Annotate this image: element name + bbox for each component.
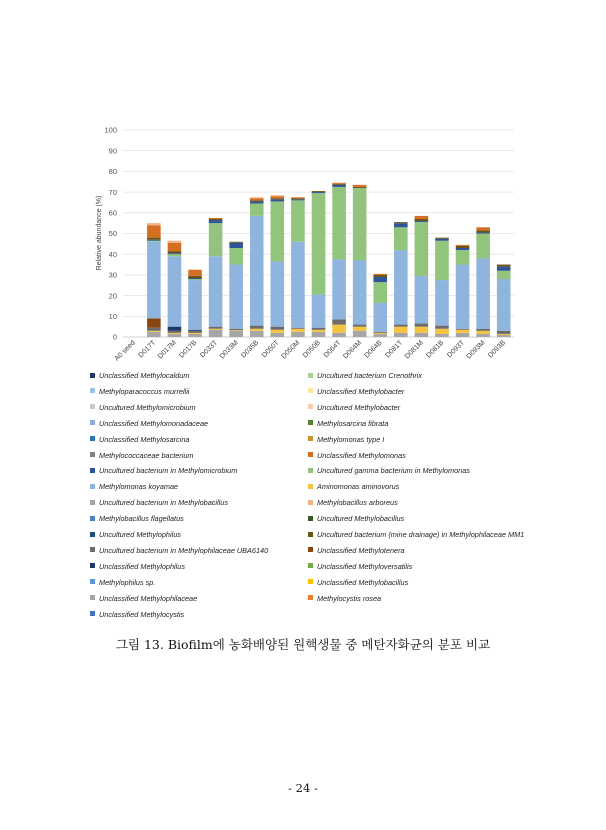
- legend-entry: [90, 419, 208, 429]
- bar-segment: [476, 329, 490, 331]
- bar-segment: [250, 216, 264, 326]
- legend-label: Methylobacillus flagellatus: [99, 514, 184, 524]
- bar-segment: [353, 331, 367, 337]
- bar-segment: [188, 280, 202, 330]
- bar-segment: [456, 333, 470, 337]
- bar-segment: [209, 219, 223, 220]
- legend-label: Uncultured Methylophilus: [99, 530, 181, 539]
- bar-segment: [435, 326, 449, 329]
- legend-entry: [90, 451, 194, 461]
- bar-segment: [188, 334, 202, 337]
- legend-swatch: [308, 547, 313, 552]
- legend-swatch: [308, 532, 313, 537]
- bar-segment: [271, 196, 285, 198]
- bar-segment: [188, 276, 202, 278]
- legend-label: Unclassified Methylomonas: [317, 450, 406, 460]
- y-tick-label: 60: [108, 208, 117, 218]
- bar-segment: [435, 329, 449, 334]
- bar-segment: [312, 193, 326, 294]
- legend-swatch: [308, 373, 313, 378]
- x-tick-label: D081T: [384, 339, 405, 360]
- bar-segment: [250, 331, 264, 337]
- bar-segment: [229, 331, 243, 337]
- x-tick-label: D064M: [342, 339, 364, 361]
- legend-swatch: [90, 484, 95, 489]
- bar-segment: [229, 265, 243, 329]
- bar-segment: [415, 276, 429, 324]
- bar-segment: [476, 234, 490, 259]
- bar-segment: [271, 261, 285, 326]
- bar-segment: [250, 197, 264, 198]
- legend-swatch: [90, 452, 95, 457]
- bar-segment: [147, 238, 161, 240]
- legend-entry: [308, 482, 399, 492]
- x-tick-label: D093B: [487, 339, 508, 360]
- legend-entry: [90, 466, 237, 476]
- legend-label: Uncultured bacterium Crenothrix: [317, 371, 423, 380]
- bar-segment: [209, 256, 223, 326]
- legend-label: Unclassified Methylotenera: [317, 545, 405, 555]
- x-tick-label: D050B: [301, 339, 322, 360]
- bar-segment: [271, 333, 285, 337]
- bar-segment: [312, 328, 326, 330]
- legend-swatch: [308, 388, 313, 393]
- bar-segment: [312, 295, 326, 328]
- bar-segment: [497, 334, 511, 335]
- legend-label: Methylophilus sp.: [99, 577, 156, 587]
- bar-segment: [312, 330, 326, 332]
- legend-entry: [90, 371, 189, 381]
- bar-segment: [476, 230, 490, 232]
- bar-segment: [229, 243, 243, 248]
- legend-swatch: [308, 484, 313, 489]
- legend-entry: [308, 466, 470, 476]
- bar-segment: [373, 334, 387, 337]
- bar-segment: [291, 242, 305, 328]
- bar-segment: [497, 265, 511, 267]
- legend-entry: [308, 498, 398, 508]
- legend-label: Uncultured Methylobacillus: [317, 514, 405, 524]
- bar-segment: [250, 198, 264, 200]
- legend-swatch: [90, 547, 95, 552]
- x-tick-label: D093T: [446, 339, 467, 360]
- y-tick-labels: [104, 126, 117, 342]
- bar-segment: [147, 331, 161, 332]
- legend-swatch: [90, 500, 95, 505]
- bar-segment: [456, 245, 470, 246]
- stacked-bar-chart: [0, 0, 606, 370]
- bar-segment: [209, 218, 223, 219]
- bar-segment: [373, 282, 387, 303]
- bar-segment: [168, 243, 182, 251]
- bar-segment: [353, 260, 367, 324]
- y-tick-label: 90: [108, 146, 117, 156]
- legend-swatch: [90, 595, 95, 600]
- bar-segment: [435, 280, 449, 326]
- legend-swatch: [308, 500, 313, 505]
- y-tick-label: 100: [104, 125, 117, 135]
- bar-segment: [332, 185, 346, 187]
- bar-segment: [209, 329, 223, 330]
- bar-segment: [456, 250, 470, 264]
- legend-label: Methyloparacoccus murrellii: [99, 386, 190, 396]
- bar-segment: [415, 333, 429, 337]
- legend-label: Uncultured Methylobacter: [317, 402, 401, 412]
- bar-segment: [497, 271, 511, 279]
- bar-segment: [291, 332, 305, 337]
- bar-segment: [476, 334, 490, 337]
- bar-segment: [312, 332, 326, 337]
- bar-segment: [394, 222, 408, 223]
- bar-segment: [435, 238, 449, 239]
- bar-segment: [291, 328, 305, 329]
- legend-label: Methylomonas koyamae: [99, 482, 179, 492]
- bar-segment: [188, 333, 202, 334]
- legend-label: Uncultured gamma bacterium in Methylomonas: [317, 466, 470, 476]
- x-tick-labels: [114, 339, 508, 363]
- bar-segment: [271, 330, 285, 333]
- bar-segment: [373, 277, 387, 282]
- legend-entry: [90, 610, 184, 620]
- legend-entry: [90, 482, 178, 492]
- bar-segment: [147, 332, 161, 337]
- x-tick-label: A0 seed: [113, 339, 137, 363]
- page-number: - 24 -: [288, 781, 318, 795]
- bar-segment: [271, 195, 285, 196]
- bar-segment: [373, 274, 387, 275]
- bar-segment: [271, 327, 285, 330]
- y-tick-label: 10: [108, 312, 117, 321]
- legend-swatch: [308, 436, 313, 441]
- legend-swatch: [90, 611, 95, 616]
- legend-label: Methylobacillus arboreus: [317, 498, 398, 508]
- y-tick-label: 80: [108, 167, 117, 177]
- x-tick-label: D050M: [280, 339, 302, 361]
- bar-segment: [147, 223, 161, 225]
- legend-entry: [90, 498, 228, 508]
- bar-segment: [188, 331, 202, 333]
- legend-label: Unclassified Methylophilaceae: [99, 593, 198, 603]
- bars: [147, 183, 510, 337]
- bar-segment: [415, 324, 429, 327]
- bar-segment: [312, 192, 326, 193]
- bar-segment: [415, 327, 429, 333]
- bar-segment: [250, 203, 264, 215]
- bar-segment: [373, 275, 387, 277]
- bar-segment: [476, 232, 490, 233]
- legend-label: Uncultured Methylomicrobium: [99, 402, 196, 412]
- legend-swatch: [90, 579, 95, 584]
- legend-label: Unclassified Methylocaldum: [99, 371, 190, 380]
- legend-entry: [308, 451, 406, 461]
- bar-segment: [168, 331, 182, 333]
- bar-segment: [188, 270, 202, 276]
- bar-segment: [209, 330, 223, 337]
- bar-segment: [312, 191, 326, 192]
- bar-segment: [353, 325, 367, 327]
- bar-segment: [332, 183, 346, 184]
- bar-segment: [168, 327, 182, 331]
- bar-segment: [332, 325, 346, 333]
- legend-label: Methylococcaceae bacterium: [99, 450, 194, 460]
- y-tick-label: 50: [108, 229, 117, 239]
- bar-segment: [229, 242, 243, 243]
- bar-segment: [188, 279, 202, 280]
- bar-segment: [291, 199, 305, 200]
- legend-label: Methylosarcina fibrata: [317, 418, 389, 428]
- legend-entry: [308, 403, 400, 413]
- legend-swatch: [90, 373, 95, 378]
- bar-segment: [332, 333, 346, 337]
- legend-entry: [308, 546, 405, 556]
- bar-segment: [435, 334, 449, 337]
- bar-segment: [147, 318, 161, 327]
- bar-segment: [456, 265, 470, 329]
- legend-entry: [90, 546, 268, 556]
- bar-segment: [168, 333, 182, 334]
- bar-segment: [291, 197, 305, 198]
- legend-entry: [308, 562, 412, 572]
- legend-entry: [308, 578, 408, 588]
- legend-swatch: [90, 404, 95, 409]
- bar-segment: [168, 334, 182, 337]
- bar-segment: [415, 221, 429, 222]
- legend-entry: [90, 530, 181, 540]
- bar-segment: [415, 216, 429, 219]
- bar-segment: [229, 329, 243, 330]
- y-tick-label: 70: [108, 187, 117, 197]
- legend-label: Unclassified Methylophilus: [99, 561, 185, 571]
- figure-caption: 그림 13. Biofilm에 농화배양된 원핵생물 중 메탄자화균의 분포 비교: [115, 637, 491, 652]
- bar-segment: [394, 250, 408, 325]
- legend-entry: [90, 435, 189, 445]
- bar-segment: [497, 331, 511, 334]
- legend-swatch: [308, 404, 313, 409]
- x-tick-label: D033M: [218, 339, 240, 361]
- bar-segment: [394, 327, 408, 333]
- legend-label: Uncultured bacterium (mine drainage) in Methylophilaceae MM1: [317, 530, 525, 539]
- bar-segment: [229, 330, 243, 331]
- legend-swatch: [90, 532, 95, 537]
- y-axis-label: Relative abundance (%): [96, 195, 103, 271]
- legend-swatch: [90, 436, 95, 441]
- x-tick-label: D093M: [465, 339, 487, 361]
- bar-segment: [497, 279, 511, 331]
- x-tick-label: D017M: [156, 339, 178, 361]
- legend-entry: [308, 514, 404, 524]
- bar-segment: [435, 241, 449, 280]
- legend-label: Unclassified Methylosarcina: [99, 434, 190, 444]
- bar-segment: [250, 201, 264, 203]
- bar-segment: [271, 199, 285, 201]
- bar-segment: [209, 223, 223, 256]
- legend-entry: [308, 419, 388, 429]
- legend-swatch: [308, 595, 313, 600]
- bar-segment: [188, 330, 202, 331]
- x-tick-label: D017B: [178, 339, 199, 360]
- bar-segment: [415, 219, 429, 221]
- legend-swatch: [90, 563, 95, 568]
- legend-label: Methylocystis rosea: [317, 593, 382, 603]
- bar-segment: [353, 188, 367, 260]
- bar-segment: [456, 248, 470, 250]
- bar-segment: [476, 227, 490, 230]
- legend-label: Unclassified Methylobacter: [317, 386, 405, 396]
- bar-segment: [168, 256, 182, 326]
- legend-label: Unclassified Methylomonadaceae: [99, 418, 209, 428]
- bar-segment: [394, 325, 408, 327]
- legend-entry: [308, 387, 404, 397]
- bar-segment: [394, 333, 408, 337]
- bar-segment: [373, 303, 387, 332]
- legend-label: Uncultured bacterium in Methylomicrobium: [99, 466, 238, 476]
- bar-segment: [456, 246, 470, 248]
- legend-entry: [308, 594, 381, 604]
- bar-segment: [168, 251, 182, 253]
- bar-segment: [353, 185, 367, 187]
- legend-swatch: [308, 579, 313, 584]
- y-tick-label: 40: [108, 249, 117, 259]
- legend-label: Uncultured bacterium in Methylophilaceae UBA6140: [99, 545, 269, 555]
- bar-segment: [168, 241, 182, 243]
- y-tick-label: 20: [108, 291, 117, 301]
- bar-segment: [188, 278, 202, 279]
- bar-segment: [291, 329, 305, 332]
- bar-segment: [250, 329, 264, 331]
- legend-label: Unclassified Methylobacillus: [317, 577, 409, 587]
- bar-segment: [456, 330, 470, 333]
- bar-segment: [147, 328, 161, 331]
- legend-label: Unclassified Methyloversatilis: [317, 561, 413, 571]
- bar-segment: [332, 184, 346, 185]
- legend-swatch: [90, 420, 95, 425]
- legend-entry: [90, 562, 185, 572]
- legend-entry: [308, 435, 384, 445]
- bar-segment: [147, 240, 161, 241]
- legend-label: Aminomonas aminovorus: [317, 482, 400, 492]
- x-tick-label: D035B: [240, 339, 261, 360]
- bar-segment: [250, 200, 264, 201]
- bar-segment: [497, 335, 511, 337]
- bar-segment: [250, 326, 264, 329]
- bar-segment: [291, 198, 305, 199]
- legend-entry: [90, 403, 196, 413]
- bar-segment: [332, 259, 346, 319]
- x-tick-label: D033T: [199, 339, 220, 360]
- x-tick-label: D064B: [363, 339, 384, 360]
- y-tick-label: 30: [108, 270, 117, 280]
- bar-segment: [476, 331, 490, 334]
- bar-segment: [497, 267, 511, 271]
- legend-swatch: [308, 452, 313, 457]
- legend-swatch: [308, 563, 313, 568]
- legend-entry: [90, 387, 189, 397]
- bar-segment: [415, 222, 429, 276]
- y-tick-label: 0: [112, 332, 117, 342]
- legend-swatch: [90, 468, 95, 473]
- bar-segment: [147, 225, 161, 237]
- bar-segment: [394, 223, 408, 227]
- legend-entry: [308, 371, 422, 381]
- bar-segment: [209, 327, 223, 329]
- legend-entry: [90, 594, 197, 604]
- legend-entry: [90, 514, 184, 524]
- bar-segment: [373, 333, 387, 334]
- bar-segment: [456, 329, 470, 330]
- bar-segment: [209, 220, 223, 223]
- x-tick-label: D081B: [425, 339, 446, 360]
- legend-label: Methylomonas type I: [317, 434, 385, 444]
- bar-segment: [147, 242, 161, 319]
- bar-segment: [291, 200, 305, 241]
- bar-segment: [147, 241, 161, 242]
- bar-segment: [271, 198, 285, 199]
- x-tick-label: D017T: [137, 339, 158, 360]
- bar-segment: [332, 319, 346, 324]
- bar-segment: [394, 227, 408, 250]
- x-tick-label: D064T: [322, 339, 343, 360]
- bar-segment: [353, 187, 367, 188]
- bar-segment: [168, 254, 182, 256]
- legend-swatch: [90, 516, 95, 521]
- legend-entry: [90, 578, 155, 588]
- bar-segment: [271, 201, 285, 261]
- bar-segment: [435, 239, 449, 241]
- bar-segment: [373, 332, 387, 333]
- bar-segment: [168, 253, 182, 254]
- legend-swatch: [308, 468, 313, 473]
- x-tick-label: D050T: [260, 339, 281, 360]
- legend-entry: [308, 530, 524, 540]
- bar-segment: [353, 327, 367, 331]
- legend-label: Uncultured bacterium in Methylobacillus: [99, 498, 228, 508]
- x-tick-label: D081M: [403, 339, 425, 361]
- legend-swatch: [90, 388, 95, 393]
- legend-label: Unclassified Methylocystis: [99, 609, 185, 619]
- legend-swatch: [308, 516, 313, 521]
- bar-segment: [332, 187, 346, 259]
- legend-swatch: [308, 420, 313, 425]
- bar-segment: [229, 248, 243, 265]
- bar-segment: [476, 258, 490, 328]
